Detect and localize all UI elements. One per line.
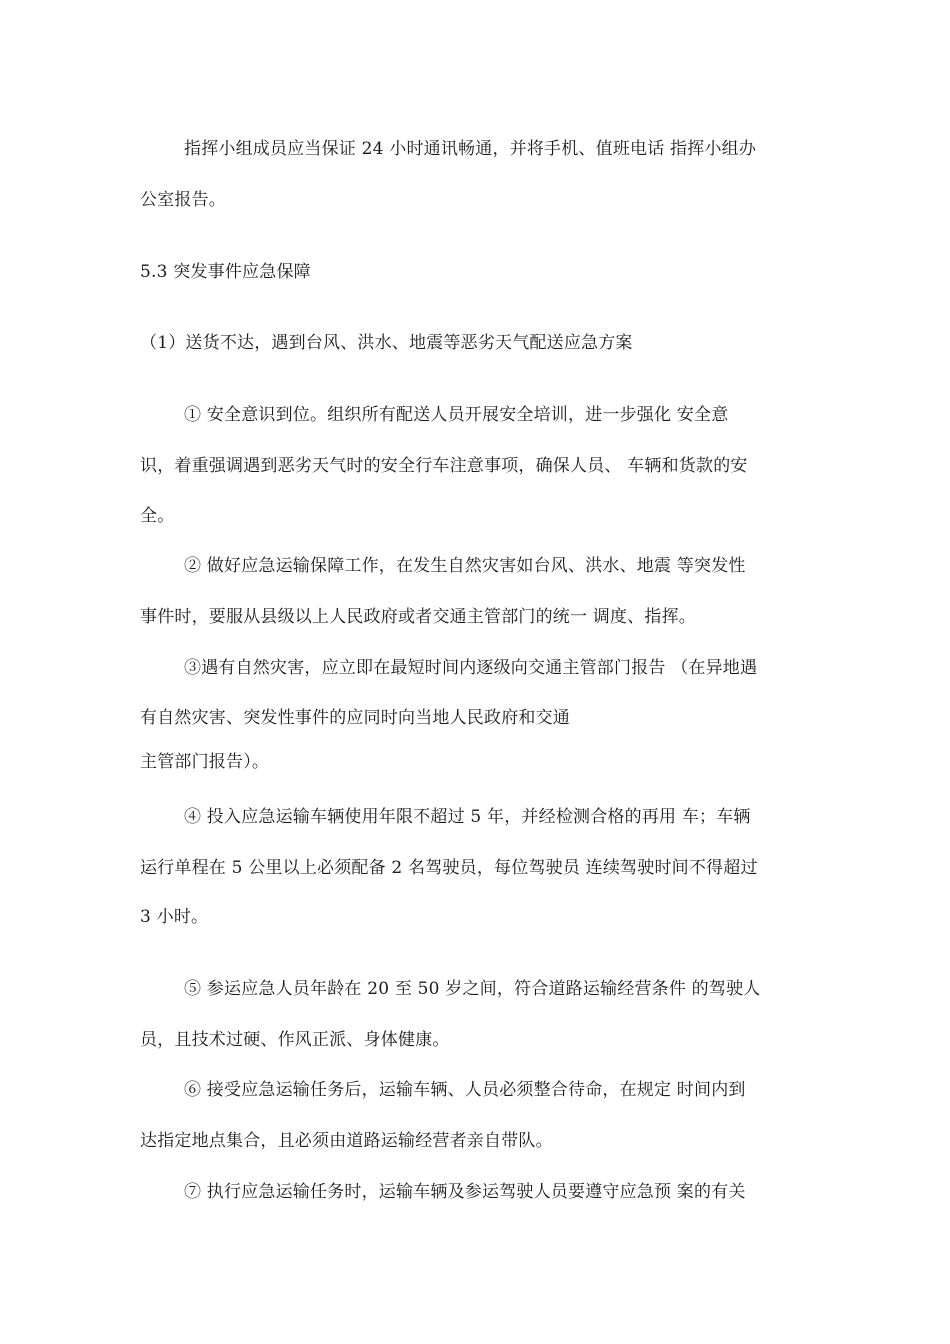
paragraph-line: ① 安全意识到位。组织所有配送人员开展安全培训，进一步强化 安全意: [184, 405, 729, 425]
paragraph-line: ② 做好应急运输保障工作，在发生自然灾害如台风、洪水、地震 等突发性: [184, 556, 746, 576]
paragraph-line: ④ 投入应急运输车辆使用年限不超过 5 年，并经检测合格的再用 车；车辆: [184, 807, 751, 827]
paragraph-line: 有自然灾害、突发性事件的应同时向当地人民政府和交通: [140, 708, 570, 728]
paragraph-line: 指挥小组成员应当保证 24 小时通讯畅通，并将手机、值班电话 指挥小组办: [184, 139, 757, 159]
paragraph-line: 运行单程在 5 公里以上必须配备 2 名驾驶员，每位驾驶员 连续驾驶时间不得超过: [140, 858, 758, 878]
paragraph-line: 主管部门报告）。: [140, 752, 270, 772]
paragraph-line: 公室报告。: [140, 190, 226, 210]
subsection-heading: （1）送货不达，遇到台风、洪水、地震等恶劣天气配送应急方案: [140, 333, 633, 353]
paragraph-line: 识，着重强调遇到恶劣天气时的安全行车注意事项，确保人员、 车辆和货款的安: [140, 456, 748, 476]
paragraph-line: ③遇有自然灾害，应立即在最短时间内逐级向交通主管部门报告 （在异地遇: [184, 658, 758, 678]
paragraph-line: 事件时，要服从县级以上人民政府或者交通主管部门的统一 调度、指挥。: [140, 607, 697, 627]
paragraph-line: ⑦ 执行应急运输任务时，运输车辆及参运驾驶人员要遵守应急预 案的有关: [184, 1182, 746, 1202]
paragraph-line: 员，且技术过硬、作风正派、身体健康。: [140, 1030, 450, 1050]
paragraph-line: 达指定地点集合，且必须由道路运输经营者亲自带队。: [140, 1131, 553, 1151]
paragraph-line: 全。: [140, 506, 175, 526]
section-heading: 5.3 突发事件应急保障: [140, 262, 311, 282]
paragraph-line: ⑥ 接受应急运输任务后，运输车辆、人员必须整合待命，在规定 时间内到: [184, 1080, 746, 1100]
paragraph-line: ⑤ 参运应急人员年龄在 20 至 50 岁之间，符合道路运输经营条件 的驾驶人: [184, 979, 761, 999]
paragraph-line: 3 小时。: [140, 907, 209, 927]
